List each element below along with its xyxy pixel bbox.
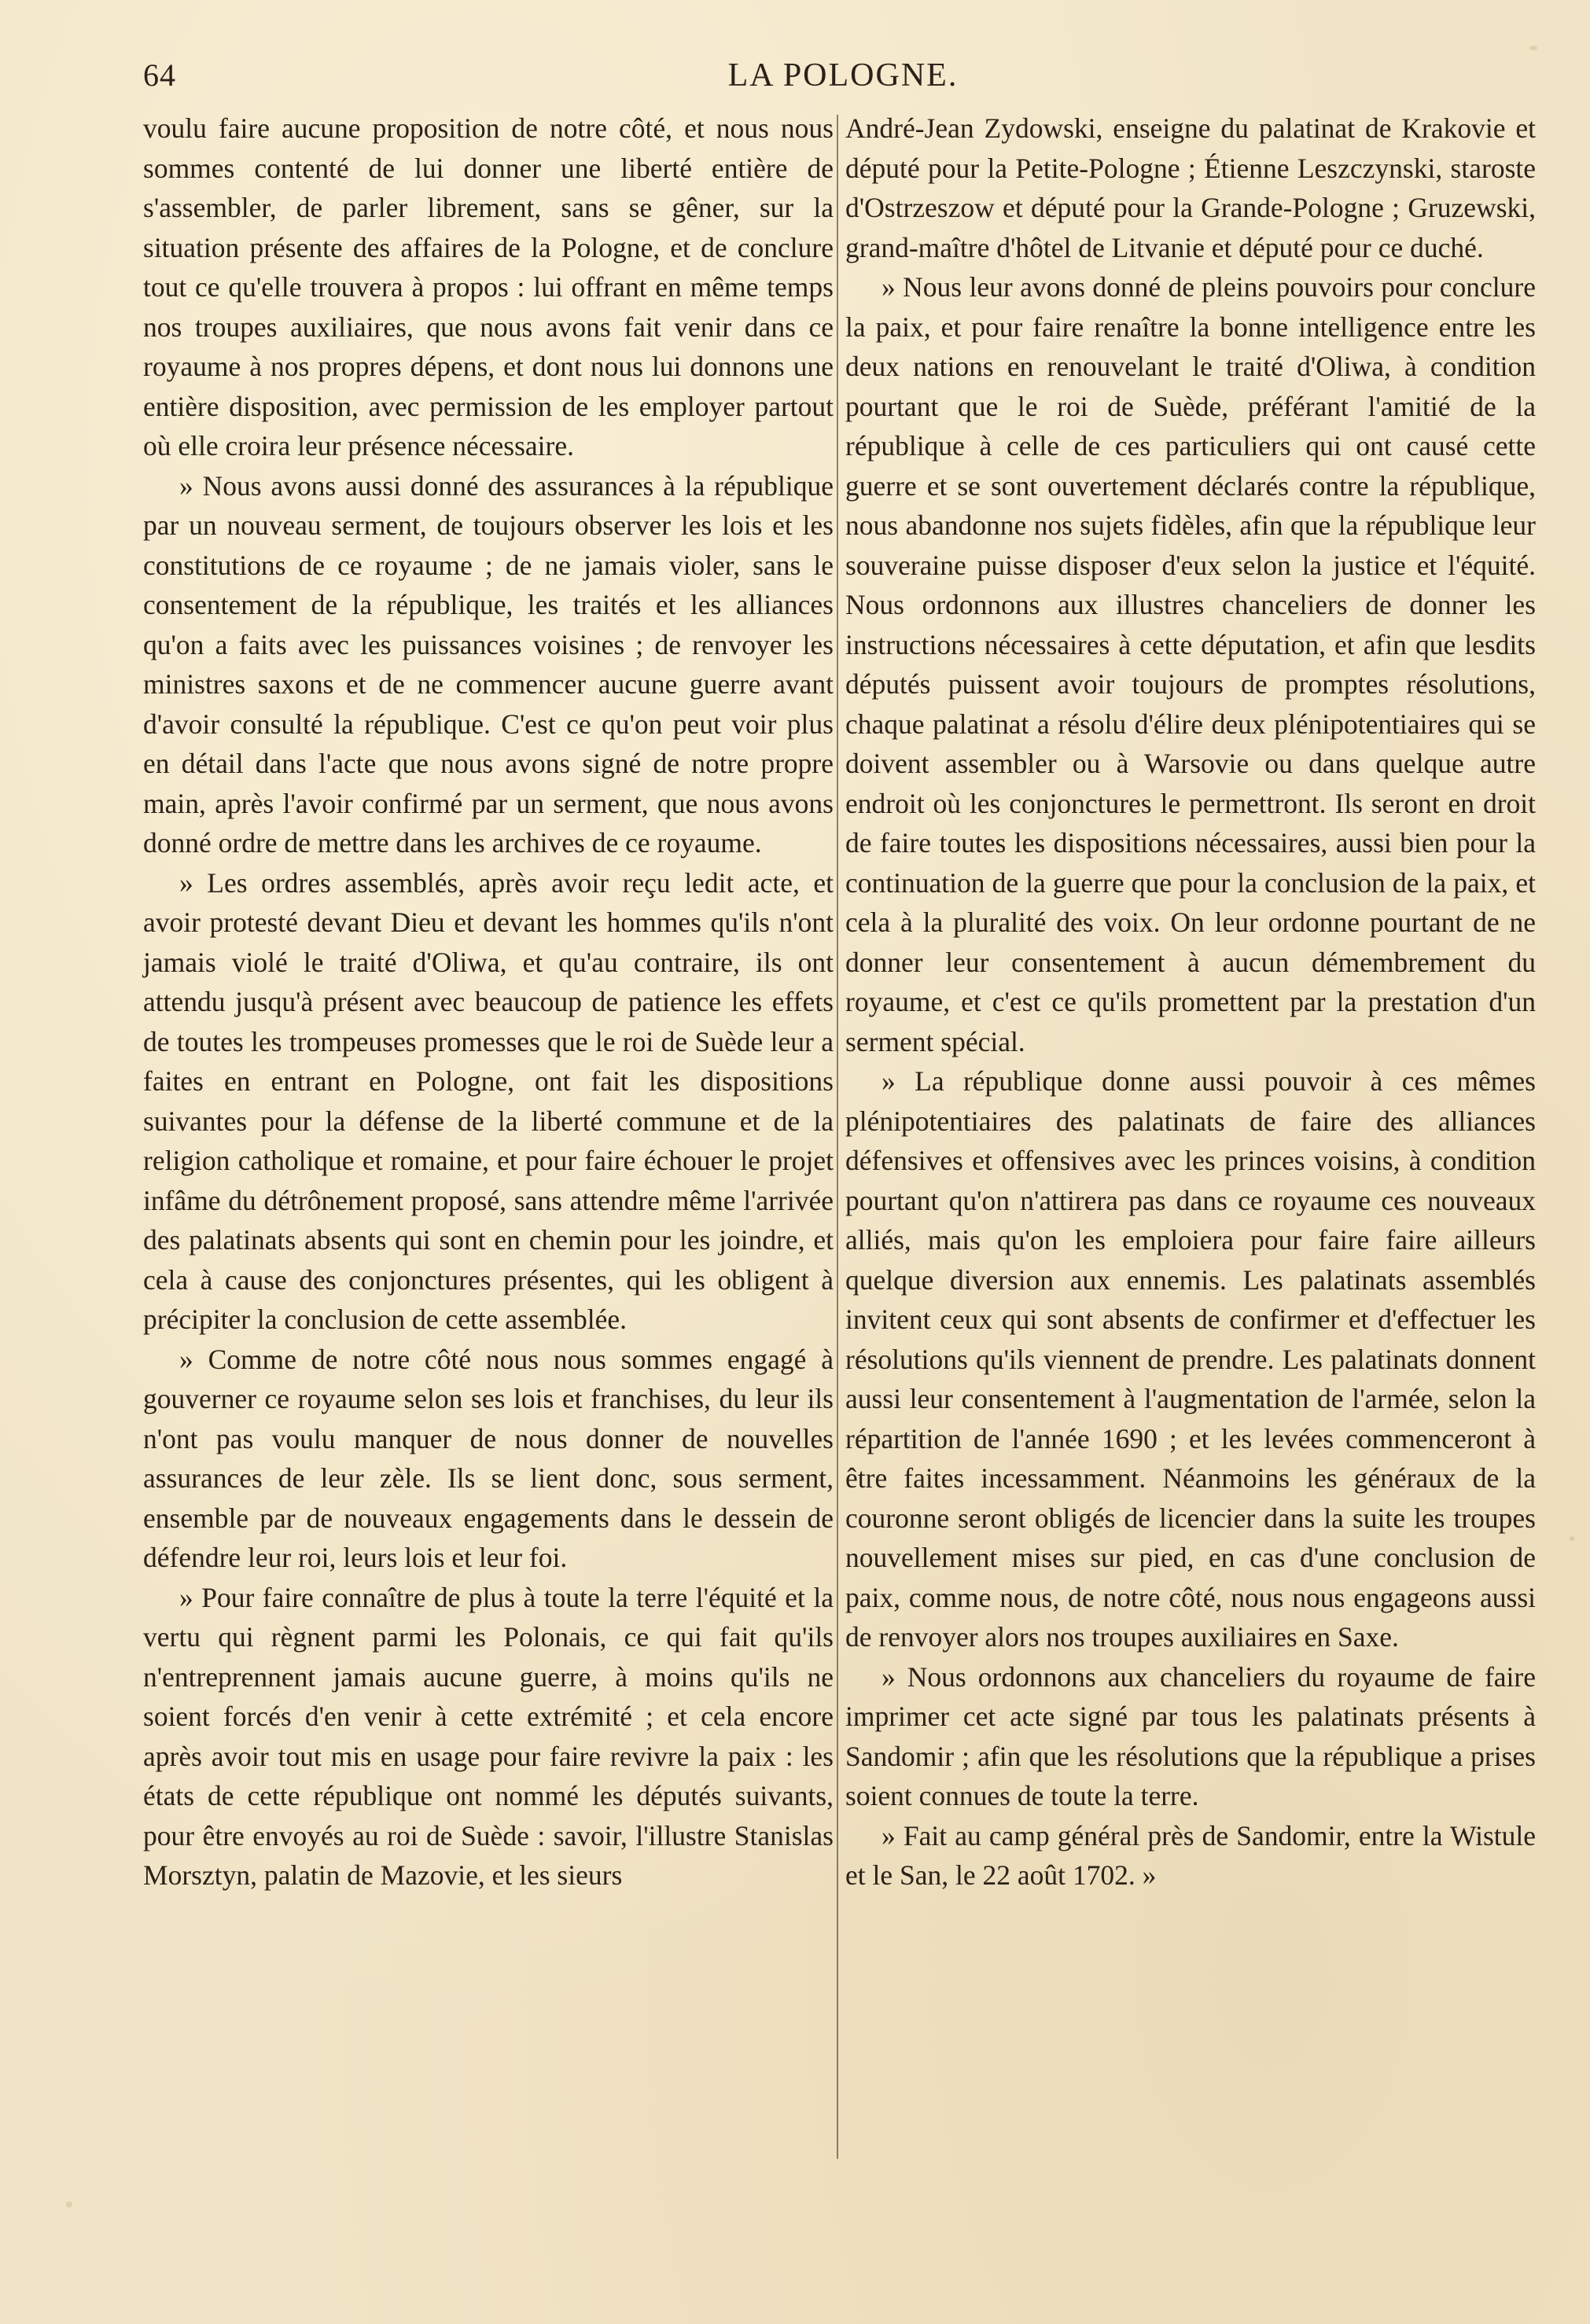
paper-foxing-spot — [66, 2201, 72, 2208]
paragraph: » Nous ordonnons aux chanceliers du royaume de faire imprimer cet acte signé par tous les palatinats présents à Sandomir ; afin que les résolutions que la république a prises soient connues de toute la terre. — [845, 1660, 1536, 1811]
paper-foxing-spot — [1570, 1536, 1574, 1541]
page-header — [143, 57, 1543, 104]
paragraph: » Fait au camp général près de Sandomir, entre la Wistule et le San, le 22 août 1702. » — [845, 1819, 1536, 1891]
column-divider — [837, 115, 838, 2159]
paragraph: » Pour faire connaître de plus à toute la terre l'équité et la vertu qui règnent parmi les Polonais, ce qui fait qu'ils n'entreprennent jamais aucune guerre, à moins qu'ils ne soient forcés d'en venir à cette extrémité ; et cela encore après avoir tout mis en usage pour faire revivre la paix : les états de cette république ont nommé les députés suivants, pour être envoyés au roi de Suède : savoir, l'illustre Stanislas Morsztyn, palatin de Mazovie, et les sieurs — [143, 1581, 834, 1891]
paragraph: » Nous leur avons donné de pleins pouvoirs pour conclure la paix, et pour faire renaître la bonne intelligence entre les deux nations en renouvelant le traité d'Oliwa, à condition pourtant que le roi de Suède, préférant l'amitié de la république à celle de ces particuliers qui ont causé cette guerre et se sont ouvertement déclarés contre la république, nous abandonne nos sujets fidèles, afin que la république leur souveraine puisse disposer d'eux selon la justice et l'équité. Nous ordonnons aux illustres chanceliers de donner les instructions nécessaires à cette députation, et afin que lesdits députés puissent avoir toujours de promptes résolutions, chaque palatinat a résolu d'élire deux plénipotentiaires qui se doivent assembler ou à Warsovie ou dans quelque autre endroit où les conjonctures le permettront. Ils seront en droit de faire toutes les dispositions nécessaires, aussi bien pour la continuation de la guerre que pour la conclusion de la paix, et cela à la pluralité des voix. On leur ordonne pourtant de ne donner leur consentement à aucun démembrement du royaume, et c'est ce qu'ils promettent par la prestation d'un serment spécial. — [845, 271, 1536, 1057]
paper-foxing-spot — [1529, 46, 1537, 50]
paragraph: » Les ordres assemblés, après avoir reçu ledit acte, et avoir protesté devant Dieu et devant les hommes qu'ils n'ont jamais violé le traité d'Oliwa, et qu'au contraire, ils ont attendu jusqu'à présent avec beaucoup de patience les effets de toutes les trompeuses promesses que le roi de Suède leur a faites en entrant en Pologne, ont fait les dispositions suivantes pour la défense de la liberté commune et de la religion catholique et romaine, et pour faire échouer le projet infâme du détrônement proposé, sans attendre même l'arrivée des palatinats absents qui sont en chemin pour les joindre, et cela à cause des conjonctures présentes, qui les obligent à précipiter la conclusion de cette assemblée. — [143, 866, 834, 1335]
paragraph: » Nous avons aussi donné des assurances à la république par un nouveau serment, de toujours observer les lois et les constitutions de ce royaume ; de ne jamais violer, sans le consentement de la république, les traités et les alliances qu'on a faits avec les puissances voisines ; de renvoyer les ministres saxons et de ne commencer aucune guerre avant d'avoir consulté la république. C'est ce qu'on peut voir plus en détail dans l'acte que nous avons signé de notre propre main, après l'avoir confirmé par un serment, que nous avons donné ordre de mettre dans les archives de ce royaume. — [143, 469, 834, 859]
paragraph: voulu faire aucune proposition de notre côté, et nous nous sommes contenté de lui donner une liberté entière de s'assembler, de parler librement, sans se gêner, sur la situation présente des affaires de la Pologne, et de conclure tout ce qu'elle trouvera à propos : lui offrant en même temps nos troupes auxiliaires, que nous avons fait venir dans ce royaume à nos propres dépens, et dont nous lui donnons une entière disposition, avec permission de les employer partout où elle croira leur présence nécessaire. — [143, 112, 834, 461]
right-column — [845, 108, 1536, 1896]
paragraph: » La république donne aussi pouvoir à ces mêmes plénipotentiaires des palatinats de faire des alliances défensives et offensives avec les princes voisins, à condition pourtant qu'on n'attirera pas dans ce royaume ces nouveaux alliés, mais qu'on les emploiera pour faire faire ailleurs quelque diversion aux ennemis. Les palatinats assemblés invitent ceux qui sont absents de confirmer et d'effectuer les résolutions qu'ils viennent de prendre. Les palatinats donnent aussi leur consentement à l'augmentation de l'armée, selon la répartition de l'année 1690 ; et les levées commenceront à être faites incessamment. Néanmoins les généraux de la couronne seront obligés de licencier dans la suite les troupes nouvellement mises sur pied, en cas d'une conclusion de paix, comme nous, de notre côté, nous nous engageons aussi de renvoyer alors nos troupes auxiliaires en Saxe. — [845, 1065, 1536, 1653]
paragraph: André-Jean Zydowski, enseigne du palatinat de Krakovie et député pour la Petite-Pologne ; Étienne Leszczynski, staroste d'Ostrzeszow et député pour la Grande-Pologne ; Gruzewski, grand-maître d'hôtel de Litvanie et député pour ce duché. — [845, 112, 1536, 263]
paragraph: » Comme de notre côté nous nous sommes engagé à gouverner ce royaume selon ses lois et franchises, du leur ils n'ont pas voulu manquer de nous donner de nouvelles assurances de leur zèle. Ils se lient donc, sous serment, ensemble par de nouveaux engagements dans le dessein de défendre leur roi, leurs lois et leur foi. — [143, 1343, 834, 1573]
running-title: LA POLOGNE. — [727, 57, 959, 94]
page-number: 64 — [143, 57, 176, 93]
left-column — [143, 108, 834, 1896]
